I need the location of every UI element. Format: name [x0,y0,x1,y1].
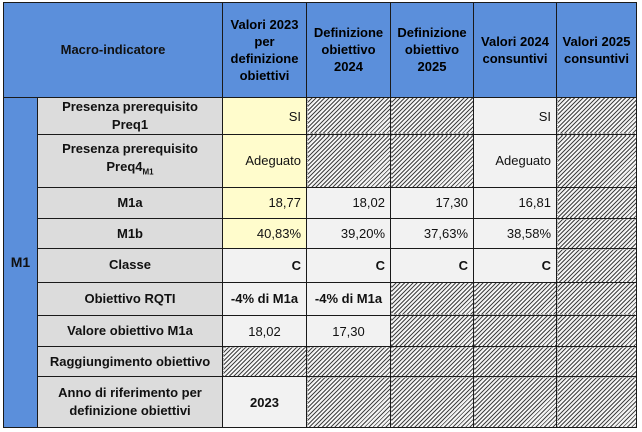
cell-ragg-2024-hatched [474,347,557,377]
cell-preq1-2025-hatched [557,97,637,134]
row-raggiungimento [4,347,637,377]
cell-preq1-2024: SI [474,97,557,134]
cell-m1a-def2025: 17,30 [391,187,474,218]
cell-valore-2025-hatched [557,315,637,346]
cell-m1a-2023: 18,77 [223,187,307,218]
cell-rqti-2023: -4% di M1a [223,282,307,315]
row-m1b [4,219,637,249]
header-definizione-2025: Definizione obiettivo 2025 [391,3,474,98]
row-label-preq1: Presenza prerequisito Preq1 [38,97,223,134]
row-preq4 [4,135,637,187]
cell-classe-2023: C [223,249,307,282]
cell-preq4-def2025-hatched [391,135,474,187]
header-macro-indicatore: Macro-indicatore [4,3,223,98]
cell-preq4-2024: Adeguato [474,135,557,187]
cell-preq1-2023: SI [223,97,307,134]
cell-m1a-2025-hatched [557,187,637,218]
cell-ragg-def2025-hatched [391,347,474,377]
cell-m1b-def2024: 39,20% [307,219,391,249]
cell-preq4-2023: Adeguato [223,135,307,187]
row-label-obiettivo-rqti: Obiettivo RQTI [38,282,223,315]
row-label-classe: Classe [38,249,223,282]
row-label-m1a: M1a [38,187,223,218]
cell-m1a-def2024: 18,02 [307,187,391,218]
group-label-m1: M1 [4,97,38,427]
row-label-preq4: Presenza prerequisito $Preq4_{M1}$ [38,135,223,187]
cell-ragg-def2024-hatched [307,347,391,377]
cell-anno-2024-hatched [474,377,557,428]
cell-ragg-2025-hatched [557,347,637,377]
cell-m1b-2024: 38,58% [474,219,557,249]
cell-valore-2024-hatched [474,315,557,346]
cell-preq1-def2025-hatched [391,97,474,134]
cell-m1b-def2025: 37,63% [391,219,474,249]
cell-valore-def2025-hatched [391,315,474,346]
preq4-subscript: M1 [142,167,154,177]
row-classe [4,249,637,282]
cell-m1b-2023: 40,83% [223,219,307,249]
header-row [4,3,637,98]
row-obiettivo-rqti [4,282,637,315]
header-valori-2025: Valori 2025 consuntivi [557,3,637,98]
cell-classe-def2024: C [307,249,391,282]
cell-m1b-2025-hatched [557,219,637,249]
cell-rqti-2024-hatched [474,282,557,315]
cell-preq4-def2024-hatched [307,135,391,187]
cell-anno-def2024-hatched [307,377,391,428]
row-preq1 [4,97,637,134]
cell-rqti-def2025-hatched [391,282,474,315]
cell-valore-2023: 18,02 [223,315,307,346]
cell-classe-def2025: C [391,249,474,282]
row-m1a [4,187,637,218]
macro-indicator-table [3,2,637,428]
cell-classe-2024: C [474,249,557,282]
row-label-m1b: M1b [38,219,223,249]
cell-anno-2023: 2023 [223,377,307,428]
row-anno-riferimento [4,377,637,428]
row-label-anno-riferimento: Anno di riferimento per definizione obiettivi [38,377,223,428]
row-label-raggiungimento: Raggiungimento obiettivo [38,347,223,377]
cell-preq1-def2024-hatched [307,97,391,134]
cell-rqti-def2024: -4% di M1a [307,282,391,315]
row-label-valore-obiettivo: Valore obiettivo M1a [38,315,223,346]
cell-valore-def2024: 17,30 [307,315,391,346]
cell-preq4-2025-hatched [557,135,637,187]
cell-rqti-2025-hatched [557,282,637,315]
cell-anno-def2025-hatched [391,377,474,428]
cell-m1a-2024: 16,81 [474,187,557,218]
cell-anno-2025-hatched [557,377,637,428]
header-definizione-2024: Definizione obiettivo 2024 [307,3,391,98]
header-valori-2024: Valori 2024 consuntivi [474,3,557,98]
header-valori-2023: Valori 2023 per definizione obiettivi [223,3,307,98]
cell-ragg-2023-hatched [223,347,307,377]
cell-classe-2025-hatched [557,249,637,282]
row-valore-obiettivo [4,315,637,346]
